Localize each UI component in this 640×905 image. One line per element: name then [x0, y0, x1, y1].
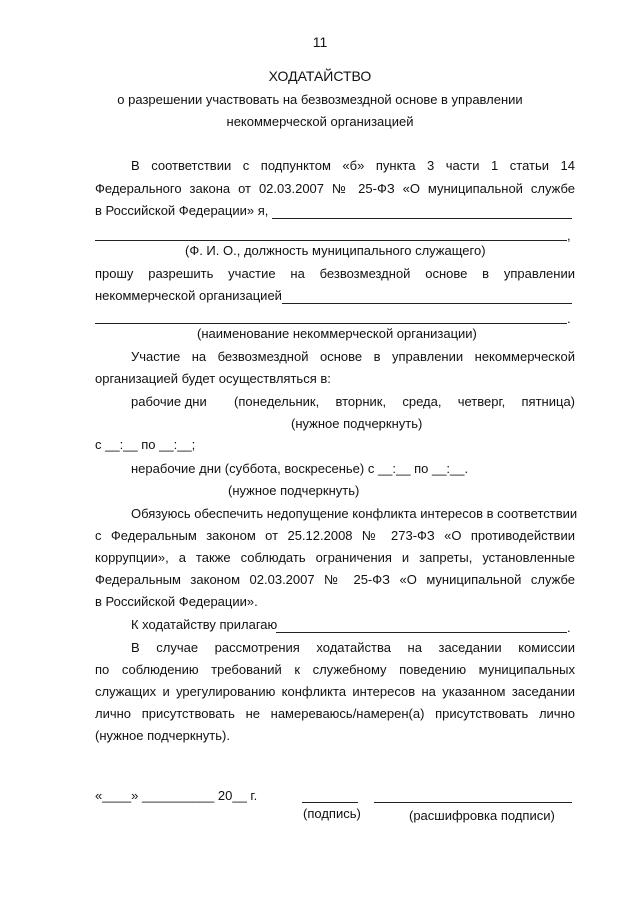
para3-line2: организацией будет осуществляться в: [95, 371, 331, 386]
para5-line3: служащих и урегулированию конфликта интересов на указанном заседании [95, 684, 575, 699]
para5-line2: по соблюдению требований к служебному поведению муниципальных [95, 662, 575, 677]
attach-dot: . [567, 620, 571, 635]
signature-date: «____» __________ 20__ г. [95, 788, 258, 803]
para1-line3: в Российской Федерации» я, [95, 203, 269, 218]
para3-line1: Участие на безвозмездной основе в управлении некоммерческой [131, 349, 575, 364]
caption-fio: (Ф. И. О., должность муниципального служащего) [185, 243, 486, 258]
para5-line4: лично присутствовать не намереваюсь/намерен(а) присутствовать лично [95, 706, 575, 721]
workdays-label: рабочие дни [131, 394, 207, 409]
caption-org: (наименование некоммерческой организации) [197, 326, 477, 341]
para4-line5: в Российской Федерации». [95, 594, 258, 609]
signature-line[interactable] [302, 802, 358, 803]
org-fill-line-1[interactable] [282, 303, 572, 304]
workdays-caption: (нужное подчеркнуть) [291, 416, 423, 431]
workdays-time: с __:__ по __:__; [95, 437, 196, 452]
para4-line1: Обязуюсь обеспечить недопущение конфликта интересов в соответствии [131, 506, 578, 521]
signature-caption: (подпись) [303, 806, 361, 821]
line-dot: . [567, 311, 571, 326]
para4-line3: коррупции», а также соблюдать ограничения и запреты, установленные [95, 550, 575, 565]
weekend-line: нерабочие дни (суббота, воскресенье) с __:__ по __:__. [131, 461, 469, 476]
page-number: 11 [312, 34, 328, 50]
org-fill-line-2[interactable] [95, 323, 567, 324]
para2-line1: прошу разрешить участие на безвозмездной основе в управлении [95, 266, 575, 281]
weekend-caption: (нужное подчеркнуть) [228, 483, 360, 498]
para1-line1: В соответствии с подпунктом «б» пункта 3 части 1 статьи 14 [131, 158, 575, 173]
signature-name-caption: (расшифровка подписи) [409, 808, 555, 823]
para4-line2: с Федеральным законом от 25.12.2008 № 273-ФЗ «О противодействии [95, 528, 575, 543]
name-fill-line[interactable] [272, 218, 572, 219]
document-subtitle-line1: о разрешении участвовать на безвозмездной основе в управлении [117, 92, 523, 107]
para4-line4: Федеральным законом 02.03.2007 № 25-ФЗ «О муниципальной службе [95, 572, 575, 587]
para2-line2: некоммерческой организацией [95, 288, 282, 303]
para1-line2: Федерального закона от 02.03.2007 № 25-ФЗ «О муниципальной службе [95, 181, 575, 196]
signature-name-line[interactable] [374, 802, 572, 803]
para5-line5: (нужное подчеркнуть). [95, 728, 230, 743]
position-fill-line[interactable] [95, 240, 567, 241]
document-title: ХОДАТАЙСТВО [268, 68, 372, 84]
document-subtitle-line2: некоммерческой организацией [226, 114, 414, 129]
attach-fill-line[interactable] [276, 632, 567, 633]
para5-line1: В случае рассмотрения ходатайства на заседании комиссии [131, 640, 575, 655]
attach-label: К ходатайству прилагаю [131, 617, 278, 632]
line-comma: , [567, 228, 571, 243]
workdays-days: (понедельник, вторник, среда, четверг, пятница) [234, 394, 575, 409]
